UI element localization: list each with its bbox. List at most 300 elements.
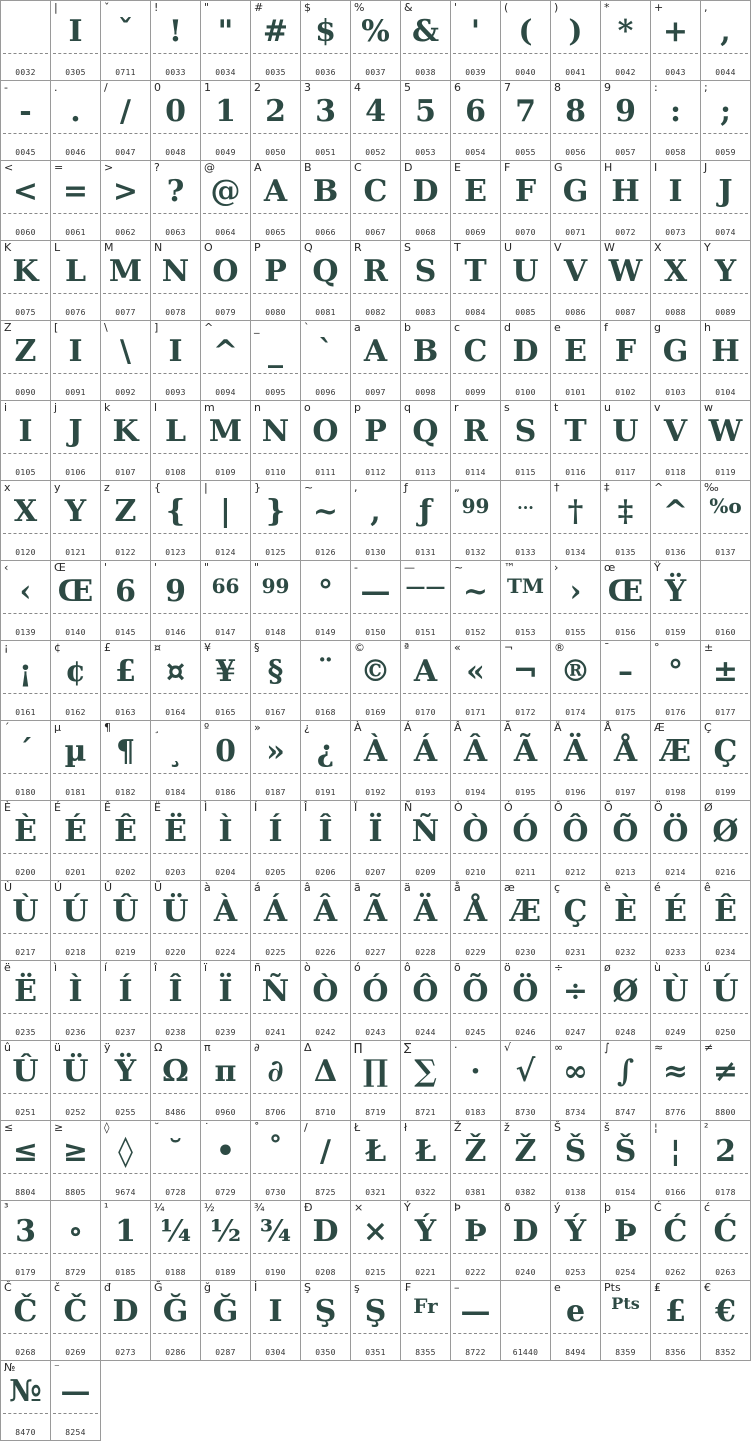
glyph-label: Ä bbox=[554, 721, 562, 734]
glyph-cell bbox=[651, 401, 701, 481]
glyph-code: 0066 bbox=[315, 228, 336, 237]
glyph-label: ¿ bbox=[304, 721, 310, 734]
glyph-label: © bbox=[354, 641, 365, 654]
glyph-cell bbox=[51, 161, 101, 241]
glyph-cell bbox=[401, 1201, 451, 1281]
glyph-code: 0211 bbox=[515, 868, 536, 877]
glyph-label: Ö bbox=[654, 801, 663, 814]
glyph-code: 0252 bbox=[65, 1108, 86, 1117]
glyph-cell bbox=[601, 81, 651, 161]
glyph-code: 61440 bbox=[512, 1348, 539, 1357]
glyph-label: Ć bbox=[654, 1201, 662, 1214]
glyph-preview: ¬ bbox=[512, 654, 539, 689]
glyph-cell bbox=[301, 401, 351, 481]
glyph-label: Ô bbox=[554, 801, 563, 814]
glyph-code: 0730 bbox=[265, 1188, 286, 1197]
glyph-cell bbox=[701, 881, 751, 961]
glyph-cell bbox=[501, 1281, 551, 1361]
glyph-cell bbox=[301, 161, 351, 241]
glyph-label: ´ bbox=[4, 721, 10, 734]
glyph-code: 8729 bbox=[65, 1268, 86, 1277]
glyph-label: Ó bbox=[504, 801, 513, 814]
glyph-code: 0182 bbox=[115, 788, 136, 797]
glyph-cell bbox=[251, 801, 301, 881]
glyph-cell bbox=[1, 161, 51, 241]
glyph-code: 0152 bbox=[465, 628, 486, 637]
glyph-cell bbox=[601, 1201, 651, 1281]
glyph-cell bbox=[551, 1281, 601, 1361]
glyph-cell bbox=[401, 81, 451, 161]
glyph-cell bbox=[401, 1, 451, 81]
glyph-cell bbox=[551, 1, 601, 81]
glyph-code: 0156 bbox=[615, 628, 636, 637]
glyph-label: ) bbox=[554, 1, 559, 14]
glyph-code: 0065 bbox=[265, 228, 286, 237]
glyph-code: 0960 bbox=[215, 1108, 236, 1117]
glyph-preview: ≥ bbox=[62, 1134, 89, 1169]
glyph-preview: ¤ bbox=[165, 654, 186, 689]
glyph-code: 0135 bbox=[615, 548, 636, 557]
glyph-preview: Ú bbox=[62, 894, 89, 929]
glyph-label: v bbox=[654, 401, 661, 414]
glyph-code: 0199 bbox=[715, 788, 736, 797]
glyph-cell bbox=[651, 161, 701, 241]
glyph-preview: { bbox=[165, 494, 186, 529]
glyph-code: 0179 bbox=[15, 1268, 36, 1277]
glyph-preview: ° bbox=[668, 654, 683, 689]
glyph-preview: L bbox=[64, 254, 87, 289]
glyph-code: 0094 bbox=[215, 388, 236, 397]
glyph-label: Ž bbox=[454, 1121, 462, 1134]
glyph-preview: Ć bbox=[713, 1214, 738, 1249]
glyph-label: Ğ bbox=[154, 1281, 163, 1294]
glyph-label: 7 bbox=[504, 81, 511, 94]
glyph-preview: 66 bbox=[211, 574, 240, 598]
glyph-code: 0209 bbox=[415, 868, 436, 877]
glyph-preview: ∏ bbox=[362, 1054, 389, 1089]
glyph-cell bbox=[401, 561, 451, 641]
glyph-label: Þ bbox=[454, 1201, 461, 1214]
glyph-cell bbox=[651, 801, 701, 881]
glyph-label: L bbox=[54, 241, 61, 254]
glyph-cell bbox=[201, 961, 251, 1041]
glyph-label: : bbox=[654, 81, 658, 94]
glyph-code: 0233 bbox=[665, 948, 686, 957]
glyph-label: ° bbox=[654, 641, 660, 654]
glyph-cell bbox=[451, 561, 501, 641]
glyph-cell bbox=[251, 481, 301, 561]
glyph-preview: Ù bbox=[12, 894, 39, 929]
glyph-preview: Ğ bbox=[212, 1294, 239, 1329]
glyph-cell bbox=[601, 1041, 651, 1121]
glyph-cell bbox=[401, 321, 451, 401]
glyph-preview: Ş bbox=[364, 1294, 387, 1329]
glyph-preview: µ bbox=[64, 734, 87, 769]
glyph-code: 0090 bbox=[15, 388, 36, 397]
glyph-preview: Í bbox=[268, 814, 283, 849]
glyph-code: 0221 bbox=[415, 1268, 436, 1277]
glyph-preview: ¿ bbox=[316, 734, 335, 769]
glyph-code: 0070 bbox=[515, 228, 536, 237]
glyph-preview: ¼ bbox=[159, 1214, 192, 1249]
glyph-label: e bbox=[554, 1281, 561, 1294]
glyph-label: ó bbox=[354, 961, 361, 974]
glyph-code: 0237 bbox=[115, 1028, 136, 1037]
glyph-cell bbox=[601, 481, 651, 561]
glyph-preview: 99 bbox=[461, 494, 490, 518]
glyph-cell bbox=[601, 321, 651, 401]
glyph-label: l bbox=[154, 401, 158, 414]
glyph-label: } bbox=[254, 481, 261, 494]
glyph-preview: I bbox=[268, 1294, 283, 1329]
glyph-label: ◊ bbox=[104, 1121, 110, 1134]
glyph-label: ' bbox=[454, 1, 458, 14]
glyph-label: ã bbox=[354, 881, 361, 894]
glyph-cell bbox=[301, 801, 351, 881]
glyph-code: 0218 bbox=[65, 948, 86, 957]
glyph-cell bbox=[401, 481, 451, 561]
glyph-cell bbox=[251, 321, 301, 401]
glyph-cell bbox=[201, 1121, 251, 1201]
glyph-code: 0228 bbox=[415, 948, 436, 957]
glyph-code: 8734 bbox=[565, 1108, 586, 1117]
glyph-code: 0136 bbox=[665, 548, 686, 557]
glyph-code: 0174 bbox=[565, 708, 586, 717]
glyph-cell bbox=[1, 881, 51, 961]
glyph-preview: ® bbox=[560, 654, 591, 689]
glyph-preview: ~ bbox=[312, 494, 339, 529]
glyph-cell bbox=[151, 881, 201, 961]
glyph-code: 8355 bbox=[415, 1348, 436, 1357]
glyph-code: 0195 bbox=[515, 788, 536, 797]
glyph-preview: ¶ bbox=[115, 734, 136, 769]
glyph-code: 0210 bbox=[465, 868, 486, 877]
glyph-code: 8730 bbox=[515, 1108, 536, 1117]
glyph-code: 0036 bbox=[315, 68, 336, 77]
glyph-label: µ bbox=[54, 721, 61, 734]
glyph-label: e bbox=[554, 321, 561, 334]
glyph-preview: Y bbox=[714, 254, 737, 289]
glyph-cell bbox=[351, 721, 401, 801]
glyph-preview: X bbox=[663, 254, 688, 289]
glyph-cell bbox=[601, 561, 651, 641]
glyph-preview: Ç bbox=[713, 734, 738, 769]
glyph-code: 0165 bbox=[215, 708, 236, 717]
glyph-cell bbox=[451, 641, 501, 721]
glyph-cell bbox=[351, 1, 401, 81]
glyph-code: 0150 bbox=[365, 628, 386, 637]
glyph-preview: Á bbox=[413, 734, 438, 769]
glyph-label: / bbox=[304, 1121, 308, 1134]
glyph-cell bbox=[701, 721, 751, 801]
glyph-preview: ¢ bbox=[65, 654, 86, 689]
glyph-code: 0108 bbox=[165, 468, 186, 477]
glyph-preview: A bbox=[413, 654, 438, 689]
glyph-label: ® bbox=[554, 641, 565, 654]
glyph-label: ì bbox=[54, 961, 58, 974]
glyph-code: 0076 bbox=[65, 308, 86, 317]
glyph-code: 0100 bbox=[515, 388, 536, 397]
glyph-cell bbox=[351, 1201, 401, 1281]
glyph-code: 0321 bbox=[365, 1188, 386, 1197]
glyph-preview: Z bbox=[114, 494, 137, 529]
glyph-preview: D bbox=[412, 174, 439, 209]
glyph-cell bbox=[251, 961, 301, 1041]
glyph-cell bbox=[101, 81, 151, 161]
glyph-code: 0115 bbox=[515, 468, 536, 477]
glyph-code: 8470 bbox=[15, 1428, 36, 1437]
glyph-label: ¦ bbox=[654, 1121, 658, 1134]
glyph-label: X bbox=[654, 241, 662, 254]
glyph-code: 0132 bbox=[465, 548, 486, 557]
glyph-cell bbox=[401, 961, 451, 1041]
glyph-label: ˚ bbox=[254, 1121, 260, 1134]
glyph-code: 0232 bbox=[615, 948, 636, 957]
glyph-preview: 6 bbox=[115, 574, 136, 609]
glyph-cell bbox=[51, 801, 101, 881]
glyph-code: 0166 bbox=[665, 1188, 686, 1197]
glyph-preview: Y bbox=[64, 494, 87, 529]
glyph-cell bbox=[501, 561, 551, 641]
glyph-code: 0055 bbox=[515, 148, 536, 157]
glyph-label: ™ bbox=[504, 561, 515, 574]
glyph-preview: Æ bbox=[509, 894, 542, 929]
glyph-code: 0273 bbox=[115, 1348, 136, 1357]
glyph-cell bbox=[201, 481, 251, 561]
glyph-code: 0103 bbox=[665, 388, 686, 397]
glyph-preview: R bbox=[363, 254, 388, 289]
glyph-label: = bbox=[54, 161, 64, 174]
glyph-preview: < bbox=[12, 174, 39, 209]
glyph-cell bbox=[401, 401, 451, 481]
glyph-cell bbox=[651, 881, 701, 961]
glyph-code: 0238 bbox=[165, 1028, 186, 1037]
glyph-cell bbox=[451, 81, 501, 161]
glyph-label: ⁻ bbox=[54, 1361, 60, 1374]
glyph-code: 0138 bbox=[565, 1188, 586, 1197]
glyph-cell bbox=[201, 161, 251, 241]
glyph-preview: G bbox=[662, 334, 689, 369]
glyph-code: 0263 bbox=[715, 1268, 736, 1277]
glyph-label: № bbox=[4, 1361, 16, 1374]
glyph-cell bbox=[251, 81, 301, 161]
glyph-cell bbox=[551, 1201, 601, 1281]
glyph-code: 0097 bbox=[365, 388, 386, 397]
glyph-code: 0176 bbox=[665, 708, 686, 717]
glyph-label: . bbox=[54, 81, 58, 94]
glyph-label: ' bbox=[154, 561, 158, 574]
glyph-preview: ¸ bbox=[168, 734, 183, 769]
glyph-preview: ½ bbox=[209, 1214, 242, 1249]
glyph-cell bbox=[151, 721, 201, 801]
glyph-preview: ˚ bbox=[268, 1134, 283, 1169]
glyph-code: 0196 bbox=[565, 788, 586, 797]
glyph-code: 0197 bbox=[615, 788, 636, 797]
glyph-code: 0049 bbox=[215, 148, 236, 157]
glyph-code: 0042 bbox=[615, 68, 636, 77]
glyph-cell bbox=[151, 481, 201, 561]
glyph-preview: ° bbox=[318, 574, 333, 609]
glyph-cell bbox=[201, 401, 251, 481]
glyph-code: 0116 bbox=[565, 468, 586, 477]
glyph-preview: ≠ bbox=[712, 1054, 739, 1089]
glyph-cell bbox=[51, 241, 101, 321]
glyph-code: 0239 bbox=[215, 1028, 236, 1037]
glyph-preview: ◊ bbox=[118, 1134, 133, 1169]
glyph-code: 0224 bbox=[215, 948, 236, 957]
glyph-label: ¯ bbox=[604, 641, 610, 654]
glyph-cell bbox=[351, 401, 401, 481]
glyph-code: 0118 bbox=[665, 468, 686, 477]
glyph-preview: 1 bbox=[215, 94, 236, 129]
glyph-cell bbox=[701, 801, 751, 881]
glyph-preview: — bbox=[460, 1294, 491, 1329]
glyph-cell bbox=[1, 1121, 51, 1201]
glyph-code: 0107 bbox=[115, 468, 136, 477]
glyph-preview: Ï bbox=[368, 814, 383, 849]
glyph-code: 0058 bbox=[665, 148, 686, 157]
glyph-label: # bbox=[254, 1, 264, 14]
glyph-preview: Ý bbox=[564, 1214, 587, 1249]
glyph-preview: K bbox=[112, 414, 139, 449]
glyph-code: 0110 bbox=[265, 468, 286, 477]
glyph-code: 0214 bbox=[665, 868, 686, 877]
glyph-code: 0181 bbox=[65, 788, 86, 797]
glyph-label: > bbox=[104, 161, 114, 174]
glyph-preview: Õ bbox=[612, 814, 639, 849]
glyph-code: 0059 bbox=[715, 148, 736, 157]
glyph-label: ≥ bbox=[54, 1121, 64, 1134]
glyph-label: Ù bbox=[4, 881, 13, 894]
glyph-code: 0287 bbox=[215, 1348, 236, 1357]
glyph-cell bbox=[701, 1201, 751, 1281]
glyph-preview: = bbox=[62, 174, 89, 209]
glyph-label: ä bbox=[404, 881, 411, 894]
glyph-code: 0133 bbox=[515, 548, 536, 557]
glyph-code: 0113 bbox=[415, 468, 436, 477]
glyph-label: đ bbox=[104, 1281, 111, 1294]
glyph-code: 0192 bbox=[365, 788, 386, 797]
glyph-preview: . bbox=[70, 94, 81, 129]
glyph-preview: Å bbox=[463, 894, 488, 929]
glyph-preview: Š bbox=[614, 1134, 637, 1169]
glyph-label: E bbox=[454, 161, 461, 174]
glyph-cell bbox=[451, 961, 501, 1041]
glyph-preview: I bbox=[68, 334, 83, 369]
glyph-cell bbox=[701, 321, 751, 401]
glyph-code: 0098 bbox=[415, 388, 436, 397]
glyph-label: Ü bbox=[154, 881, 163, 894]
glyph-cell bbox=[151, 161, 201, 241]
glyph-preview: Ñ bbox=[411, 814, 440, 849]
glyph-cell bbox=[51, 641, 101, 721]
glyph-preview: G bbox=[562, 174, 589, 209]
glyph-preview: Ş bbox=[314, 1294, 337, 1329]
glyph-preview: Í bbox=[118, 974, 133, 1009]
glyph-preview: —— bbox=[405, 574, 446, 598]
glyph-cell bbox=[701, 961, 751, 1041]
glyph-label: Õ bbox=[604, 801, 613, 814]
glyph-preview: ≤ bbox=[12, 1134, 39, 1169]
glyph-preview: Z bbox=[14, 334, 37, 369]
glyph-label: Ï bbox=[354, 801, 358, 814]
glyph-label: r bbox=[454, 401, 459, 414]
glyph-preview: T bbox=[564, 414, 587, 449]
glyph-label: ć bbox=[704, 1201, 711, 1214]
glyph-preview: 7 bbox=[515, 94, 536, 129]
glyph-preview: — bbox=[60, 1374, 91, 1409]
glyph-label: " bbox=[204, 1, 210, 14]
glyph-code: 0240 bbox=[515, 1268, 536, 1277]
glyph-cell bbox=[551, 81, 601, 161]
glyph-cell bbox=[351, 801, 401, 881]
glyph-preview: Ü bbox=[62, 1054, 89, 1089]
glyph-preview: ¥ bbox=[215, 654, 236, 689]
glyph-preview: Î bbox=[168, 974, 183, 1009]
glyph-preview: K bbox=[12, 254, 39, 289]
glyph-code: 0203 bbox=[165, 868, 186, 877]
glyph-label: ç bbox=[554, 881, 561, 894]
glyph-label: ‰ bbox=[704, 481, 719, 494]
glyph-code: 0236 bbox=[65, 1028, 86, 1037]
glyph-cell bbox=[351, 961, 401, 1041]
glyph-code: 0167 bbox=[265, 708, 286, 717]
glyph-cell bbox=[1, 481, 51, 561]
glyph-code: 0164 bbox=[165, 708, 186, 717]
glyph-preview: Č bbox=[63, 1294, 88, 1329]
glyph-code: 0201 bbox=[65, 868, 86, 877]
glyph-preview: Ã bbox=[513, 734, 538, 769]
glyph-label: ¸ bbox=[154, 721, 160, 734]
glyph-cell bbox=[151, 1121, 201, 1201]
glyph-label: ë bbox=[4, 961, 11, 974]
glyph-preview: § bbox=[267, 654, 284, 689]
glyph-code: 0105 bbox=[15, 468, 36, 477]
glyph-label: ò bbox=[304, 961, 311, 974]
glyph-label: & bbox=[404, 1, 413, 14]
glyph-cell bbox=[51, 1041, 101, 1121]
glyph-preview: ˇ bbox=[118, 14, 133, 49]
glyph-label: Æ bbox=[654, 721, 665, 734]
glyph-cell bbox=[551, 321, 601, 401]
glyph-code: 0206 bbox=[315, 868, 336, 877]
glyph-cell bbox=[301, 1281, 351, 1361]
glyph-label: û bbox=[4, 1041, 11, 1054]
glyph-label: 8 bbox=[554, 81, 561, 94]
glyph-preview: ^ bbox=[662, 494, 689, 529]
glyph-code: 8494 bbox=[565, 1348, 586, 1357]
glyph-cell bbox=[701, 1041, 751, 1121]
glyph-cell bbox=[551, 1121, 601, 1201]
glyph-cell bbox=[501, 1201, 551, 1281]
glyph-preview: 4 bbox=[365, 94, 386, 129]
glyph-label: ~ bbox=[454, 561, 464, 574]
glyph-preview: Þ bbox=[464, 1214, 487, 1249]
glyph-code: 0269 bbox=[65, 1348, 86, 1357]
glyph-code: 0061 bbox=[65, 228, 86, 237]
glyph-preview: Ô bbox=[562, 814, 589, 849]
glyph-code: 0080 bbox=[265, 308, 286, 317]
glyph-label: ! bbox=[154, 1, 159, 14]
glyph-cell bbox=[651, 1121, 701, 1201]
glyph-label: t bbox=[554, 401, 559, 414]
glyph-cell bbox=[351, 321, 401, 401]
glyph-code: 0106 bbox=[65, 468, 86, 477]
glyph-code: 0146 bbox=[165, 628, 186, 637]
glyph-code: 0074 bbox=[715, 228, 736, 237]
glyph-cell bbox=[151, 241, 201, 321]
glyph-label: ¬ bbox=[504, 641, 514, 654]
